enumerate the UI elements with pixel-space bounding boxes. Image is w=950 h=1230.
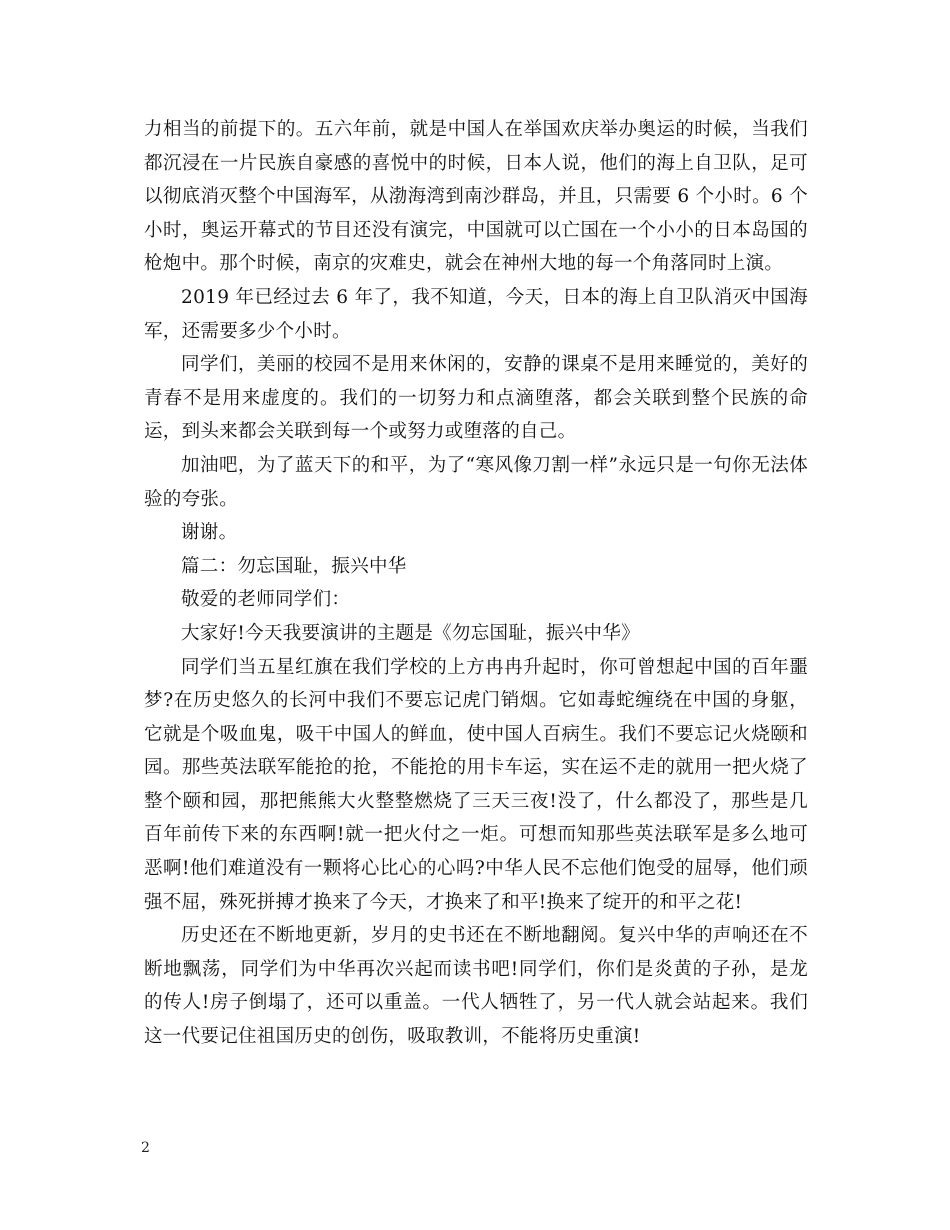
paragraph: 2019 年已经过去 6 年了，我不知道，今天，日本的海上自卫队消灭中国海军，还需要多少个小时。 (144, 286, 808, 342)
paragraph-greeting: 大家好!今天我要演讲的主题是《勿忘国耻，振兴中华》 (181, 622, 640, 644)
document-body (144, 113, 808, 1054)
page-number: 2 (141, 1140, 150, 1156)
section-heading: 篇二：勿忘国耻，振兴中华 (181, 555, 407, 577)
salutation: 敬爱的老师同学们： (181, 589, 351, 611)
paragraph: 同学们，美丽的校园不是用来休闲的，安静的课桌不是用来睡觉的，美好的青春不是用来虚度的。我们的一切努力和点滴堕落，都会关联到整个民族的命运，到头来都会关联到每一个或努力或堕落的自己。 (144, 354, 808, 443)
paragraph-thanks: 谢谢。 (181, 522, 238, 544)
paragraph: 加油吧，为了蓝天下的和平，为了“寒风像刀割一样”永远只是一句你无法体验的夸张。 (144, 454, 808, 510)
paragraph: 同学们当五星红旗在我们学校的上方冉冉升起时，你可曾想起中国的百年噩梦?在历史悠久的长河中我们不要忘记虎门销烟。它如毒蛇缠绕在中国的身躯，它就是个吸血鬼，吸干中国人的鲜血，使中国人百病生。我们不要忘记火烧颐和园。那些英法联军能抢的抢，不能抢的用卡车运，实在运不走的就用一把火烧了整个颐和园，那把熊熊大火整整燃烧了三天三夜!没了，什么都没了，那些是几百年前传下来的东西啊!就一把火付之一炬。可想而知那些英法联军是多么地可恶啊!他们难道没有一颗将心比心的心吗?中华人民不忘他们饱受的屈辱，他们顽强不屈，殊死拼搏才换来了今天，才换来了和平!换来了绽开的和平之花! (144, 656, 808, 913)
paragraph-continuation: 力相当的前提下的。五六年前，就是中国人在举国欢庆举办奥运的时候，当我们都沉浸在一片民族自豪感的喜悦中的时候，日本人说，他们的海上自卫队，足可以彻底消灭整个中国海军，从渤海湾到南沙群岛，并且，只需要 6 个小时。6 个小时，奥运开幕式的节目还没有演完，中国就可以亡国在一个小小的日本岛国的枪炮中。那个时候，南京的灾难史，就会在神州大地的每一个角落同时上演。 (144, 119, 808, 275)
paragraph: 历史还在不断地更新，岁月的史书还在不断地翻阅。复兴中华的声响还在不断地飘荡，同学们为中华再次兴起而读书吧!同学们，你们是炎黄的子孙，是龙的传人!房子倒塌了，还可以重盖。一代人牺牲了，另一代人就会站起来。我们这一代要记住祖国历史的创伤，吸取教训，不能将历史重演! (144, 925, 808, 1048)
